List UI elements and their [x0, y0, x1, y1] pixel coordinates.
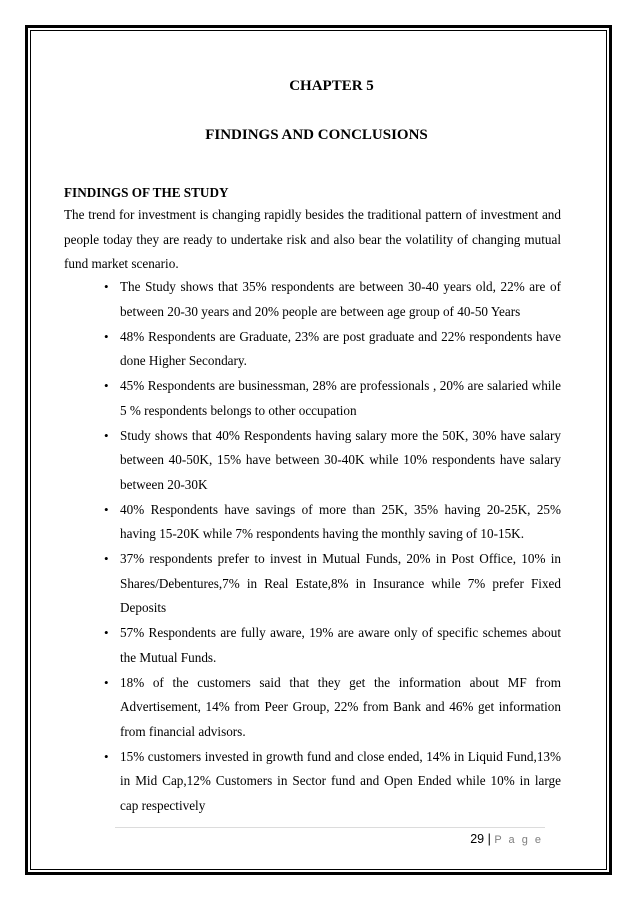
bullet-icon: • [104, 427, 109, 443]
page-number: 29 [470, 832, 485, 846]
list-item-text: 37% respondents prefer to invest in Mutual Funds, 20% in Post Office, 10% in Shares/Debentures,7% in Real Estate,8% in Insurance while 7% prefer Fixed Deposits [120, 551, 561, 615]
bullet-icon: • [104, 625, 109, 640]
footer-separator: | [487, 832, 491, 846]
list-item [64, 374, 561, 423]
list-item [64, 424, 561, 498]
list-item [64, 671, 561, 745]
list-item [64, 547, 561, 621]
footer-divider [115, 827, 545, 828]
chapter-label: CHAPTER 5 [289, 78, 374, 94]
list-item-text: The Study shows that 35% respondents are between 30-40 years old, 22% are of between 20-30 years and 20% people are between age group of 40-50 Years [120, 279, 561, 319]
list-item-text: 45% Respondents are businessman, 28% are professionals , 20% are salaried while 5 % respondents belongs to other occupation [120, 378, 561, 418]
list-item-text: 15% customers invested in growth fund and close ended, 14% in Liquid Fund,13% in Mid Cap,12% Customers in Sector fund and Open Ended while 10% in large cap respectively [120, 748, 561, 813]
list-item-text: 40% Respondents have savings of more than 25K, 35% having 20-25K, 25% having 15-20K while 7% respondents having the monthly saving of 10-15K. [120, 501, 561, 541]
list-item [64, 275, 561, 324]
bullet-icon: • [104, 501, 109, 517]
list-item [64, 621, 561, 670]
bullet-icon: • [104, 748, 109, 764]
list-item-text: 18% of the customers said that they get the information about MF from Advertisement, 14% from Peer Group, 22% from Bank and 46% get information from financial advisors. [120, 674, 561, 739]
chapter-title: FINDINGS AND CONCLUSIONS [205, 127, 428, 143]
intro-paragraph: The trend for investment is changing rapidly besides the traditional pattern of investment and people today they are ready to undertake risk and also bear the volatility of changing mutual fund market scenario. [64, 207, 561, 271]
list-item-text: 57% Respondents are fully aware, 19% are aware only of specific schemes about the Mutual Funds. [120, 625, 561, 665]
list-item [64, 498, 561, 547]
page-word: P a g e [494, 834, 543, 846]
findings-list [64, 275, 561, 819]
bullet-icon: • [104, 674, 109, 690]
bullet-icon: • [104, 279, 109, 294]
bullet-icon: • [104, 551, 109, 566]
bullet-icon: • [104, 328, 109, 344]
list-item [64, 745, 561, 819]
bullet-icon: • [104, 378, 109, 393]
section-heading: FINDINGS OF THE STUDY [64, 185, 229, 200]
page-footer [470, 832, 543, 846]
list-item [64, 325, 561, 374]
list-item-text: 48% Respondents are Graduate, 23% are post graduate and 22% respondents have done Higher Secondary. [120, 328, 561, 368]
list-item-text: Study shows that 40% Respondents having salary more the 50K, 30% have salary between 40-50K, 15% have between 30-40K while 10% respondents have salary between 20-30K [120, 427, 561, 492]
